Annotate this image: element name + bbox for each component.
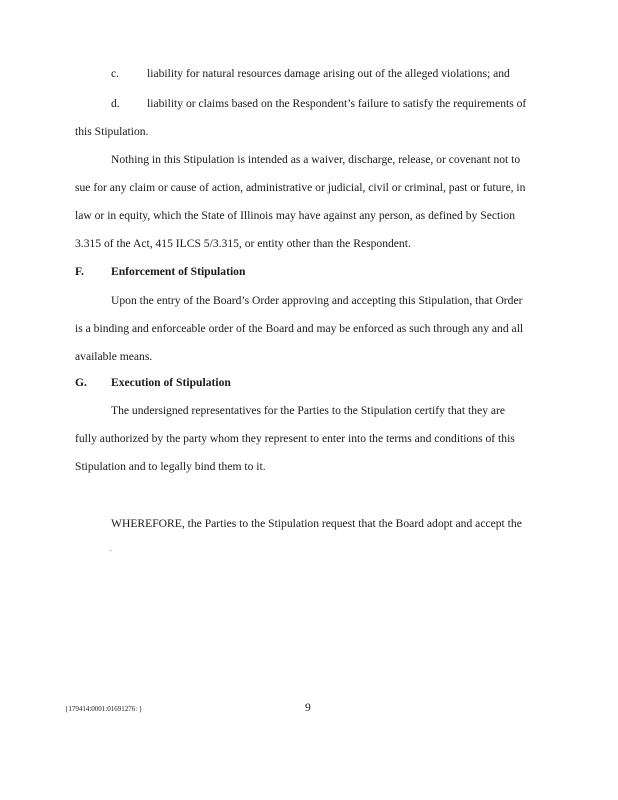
stray-mark: . bbox=[110, 545, 112, 553]
page-number: 9 bbox=[305, 701, 311, 714]
section-f-line-2: is a binding and enforceable order of the Board and may be enforced as such through any and all bbox=[75, 322, 524, 335]
para-nothing-line-1: Nothing in this Stipulation is intended as a waiver, discharge, release, or covenant not to bbox=[111, 153, 521, 166]
section-g-line-3: Stipulation and to legally bind them to it. bbox=[75, 460, 266, 473]
section-f-line-1: Upon the entry of the Board’s Order approving and accepting this Stipulation, that Order bbox=[111, 294, 523, 307]
para-nothing-line-3: law or in equity, which the State of Illinois may have against any person, as defined by Section bbox=[75, 209, 516, 222]
section-f-heading: Enforcement of Stipulation bbox=[111, 265, 246, 278]
footer-doc-id: {179414:0001:01691276: } bbox=[65, 705, 143, 713]
wherefore-line: WHEREFORE, the Parties to the Stipulation request that the Board adopt and accept the bbox=[111, 517, 522, 530]
section-f-line-3: available means. bbox=[75, 350, 153, 363]
para-nothing-line-4: 3.315 of the Act, 415 ILCS 5/3.315, or entity other than the Respondent. bbox=[75, 237, 411, 250]
para-nothing-line-2: sue for any claim or cause of action, administrative or judicial, civil or criminal, past or future, in bbox=[75, 181, 526, 194]
section-g-heading: Execution of Stipulation bbox=[111, 376, 231, 389]
item-c-marker: c. bbox=[111, 67, 120, 80]
item-d-continuation: this Stipulation. bbox=[75, 125, 149, 138]
item-d-text: liability or claims based on the Respondent’s failure to satisfy the requirements of bbox=[147, 97, 527, 110]
item-d-marker: d. bbox=[111, 97, 120, 110]
section-f-letter: F. bbox=[75, 265, 84, 278]
section-g-line-1: The undersigned representatives for the Parties to the Stipulation certify that they are bbox=[111, 404, 506, 417]
section-g-line-2: fully authorized by the party whom they represent to enter into the terms and conditions of this bbox=[75, 432, 515, 445]
section-g-letter: G. bbox=[75, 376, 87, 389]
item-c-text: liability for natural resources damage arising out of the alleged violations; and bbox=[147, 67, 510, 80]
